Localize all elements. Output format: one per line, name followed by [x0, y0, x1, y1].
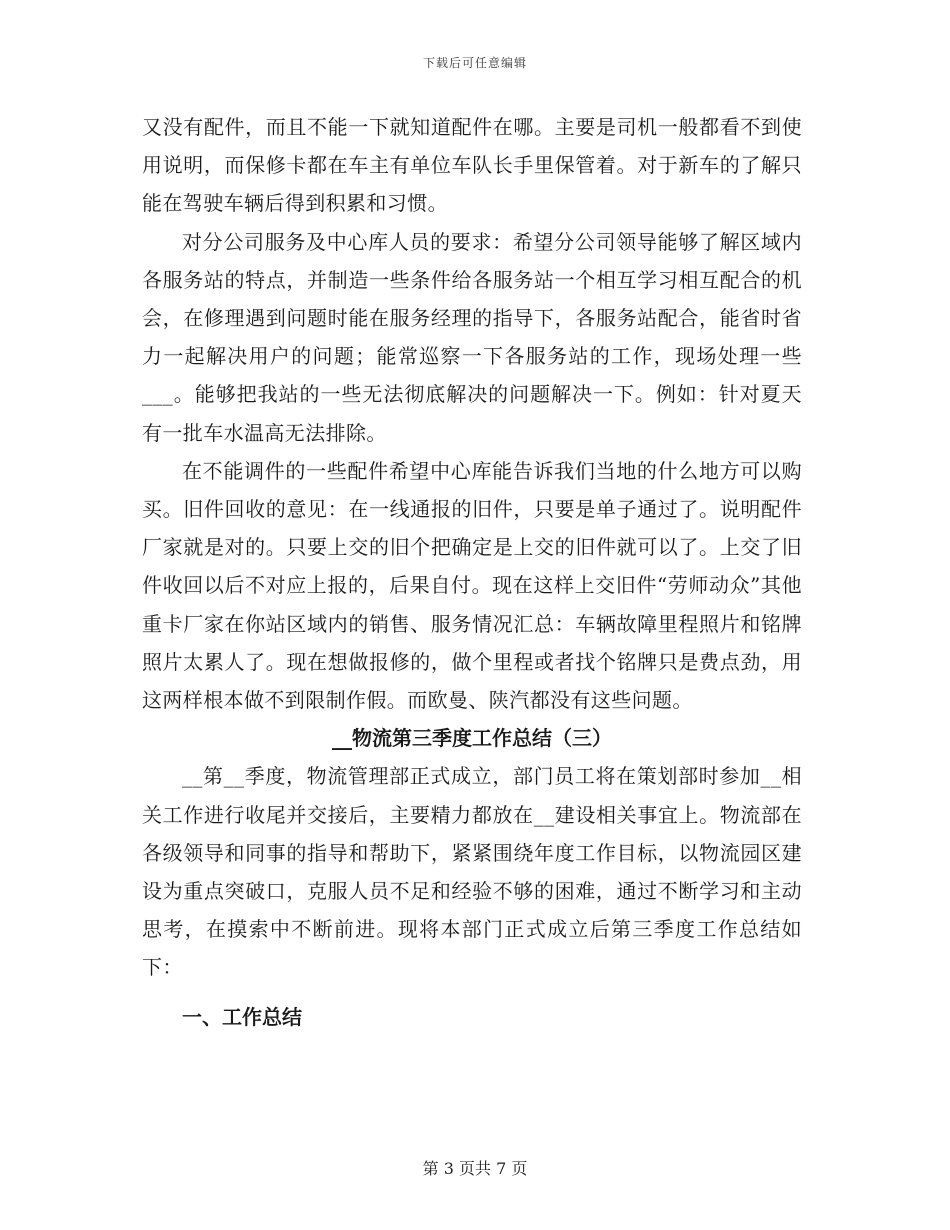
- paragraph-3: 在不能调件的一些配件希望中心库能告诉我们当地的什么地方可以购买。旧件回收的意见：在一线通报的旧件，只要是单子通过了。说明配件厂家就是对的。只要上交的旧个把确定是上交的旧件就可以了。上交了旧件收回以后不对应上报的，后果自付。现在这样上交旧件“劳师动众”其他重卡厂家在你站区域内的销售、服务情况汇总：车辆故障里程照片和铭牌照片太累人了。现在想做报修的，做个里程或者找个铭牌只是费点劲，用这两样根本做不到限制作假。而欧曼、陕汽都没有这些问题。: [142, 458, 802, 713]
- document-body: [142, 108, 802, 1047]
- paragraph-4: __第__季度，物流管理部正式成立，部门员工将在策划部时参加__相关工作进行收尾并交接后，主要精力都放在__建设相关事宜上。物流部在各级领导和同事的指导和帮助下，紧紧围绕年度工作目标，以物流园区建设为重点突破口，克服人员不足和经验不够的困难，通过不断学习和主动思考，在摸索中不断前进。现将本部门正式成立后第三季度工作总结如下：: [142, 764, 802, 980]
- paragraph-1: 又没有配件，而且不能一下就知道配件在哪。主要是司机一般都看不到使用说明，而保修卡都在车主有单位车队长手里保管着。对于新车的了解只能在驾驶车辆后得到积累和习惯。: [142, 115, 802, 216]
- paragraph-2: 对分公司服务及中心库人员的要求：希望分公司领导能够了解区域内各服务站的特点，并制造一些条件给各服务站一个相互学习相互配合的机会，在修理遇到问题时能在服务经理的指导下，各服务站配合，能省时省力一起解决用户的问题；能常巡察一下各服务站的工作，现场处理一些___。能够把我站的一些无法彻底解决的问题解决一下。例如：针对夏天有一批车水温高无法排除。: [142, 229, 802, 445]
- section-heading-1: 一、工作总结: [182, 1004, 302, 1029]
- page-number: 第 3 页共 7 页: [422, 1159, 528, 1178]
- page-header: 下载后可任意编辑: [422, 56, 527, 70]
- section-title: __物流第三季度工作总结（三）: [332, 726, 612, 751]
